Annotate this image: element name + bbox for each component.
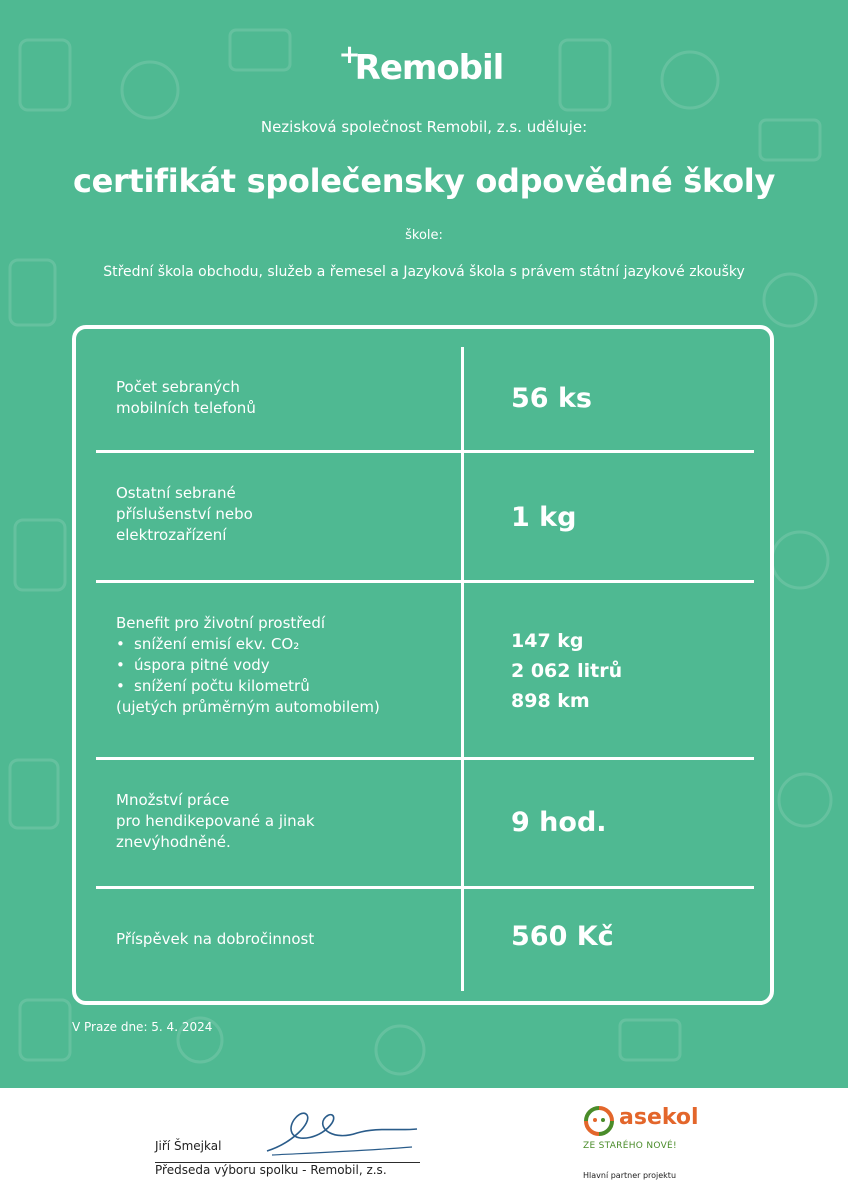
list-item: • snížení počtu kilometrů	[116, 676, 436, 697]
signatory-name: Jiří Šmejkal	[155, 1139, 222, 1153]
asekol-logo-icon	[583, 1105, 615, 1137]
partner-caption: Hlavní partner projektu	[583, 1171, 677, 1180]
logo-text: Remobil	[354, 48, 504, 88]
list-item: • snížení emisí ekv. CO₂	[116, 634, 436, 655]
certificate-title: certifikát společensky odpovědné školy	[72, 162, 776, 200]
row-divider	[96, 580, 754, 583]
asekol-logo-text: asekol	[619, 1105, 699, 1130]
footer	[0, 1088, 848, 1200]
plus-icon: +	[338, 40, 360, 70]
issue-date: V Praze dne: 5. 4. 2024	[72, 1020, 213, 1034]
row-divider	[96, 886, 754, 889]
row-label-charity: Příspěvek na dobročinnost	[116, 930, 315, 948]
school-name: Střední škola obchodu, služeb a řemesel a Jazyková škola s právem státní jazykové zkoušky	[103, 264, 745, 280]
row-value-phones: 56 ks	[511, 383, 592, 414]
handwritten-signature	[262, 1103, 422, 1163]
row-value-accessories: 1 kg	[511, 502, 577, 533]
row-label-work: Množství práce pro hendikepované a jinak znevýhodněné.	[116, 791, 315, 851]
intro-text: Nezisková společnost Remobil, z.s. uděluje:	[260, 118, 588, 136]
row-label-phones: Počet sebraných mobilních telefonů	[116, 378, 256, 417]
row-values-environment: 147 kg 2 062 litrů 898 km	[511, 630, 623, 712]
remobil-logo	[0, 40, 848, 88]
school-label: škole:	[405, 228, 443, 243]
row-label-accessories: Ostatní sebrané příslušenství nebo elektrozařízení	[116, 484, 253, 544]
list-item: • úspora pitné vody	[116, 655, 436, 676]
row-divider	[96, 757, 754, 760]
column-divider	[461, 347, 464, 991]
row-label-environment: Benefit pro životní prostředí • snížení emisí ekv. CO₂ • úspora pitné vody • snížení počtu kilometrů (ujetých průměrným automobilem)	[116, 613, 436, 718]
row-value-charity: 560 Kč	[511, 921, 614, 952]
asekol-slogan: ZE STARÉHO NOVÉ!	[583, 1141, 677, 1151]
results-table	[72, 325, 774, 1005]
row-value-work: 9 hod.	[511, 807, 607, 838]
signatory-role: Předseda výboru spolku - Remobil, z.s.	[155, 1163, 387, 1177]
row-divider	[96, 450, 754, 453]
